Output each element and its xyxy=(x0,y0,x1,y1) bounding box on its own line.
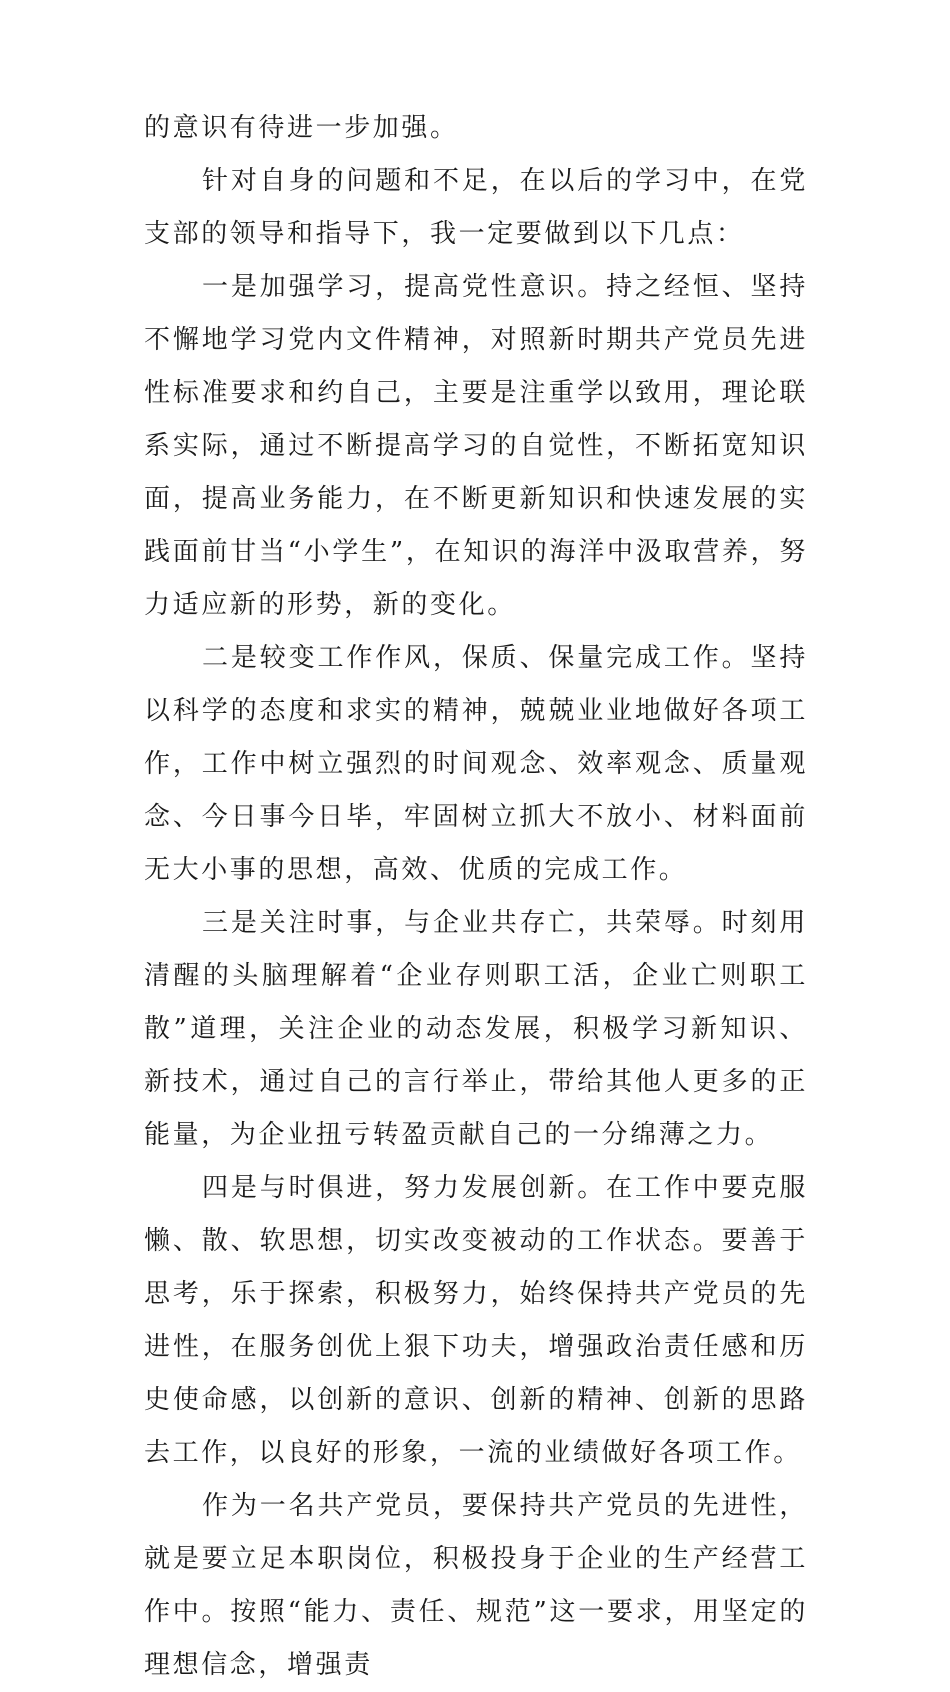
paragraph-7: 作为一名共产党员，要保持共产党员的先进性，就是要立足本职岗位，积极投身于企业的生产经营工作中。按照“能力、责任、规范”这一要求，用坚定的理想信念，增强责 xyxy=(144,1491,808,1680)
paragraph-5: 三是关注时事，与企业共存亡，共荣辱。时刻用清醒的头脑理解着“企业存则职工活，企业亡则职工散”道理，关注企业的动态发展，积极学习新知识、新技术，通过自己的言行举止，带给其他人更多的正能量，为企业扭亏转盈贡献自己的一分绵薄之力。 xyxy=(144,908,808,1150)
paragraph-6: 四是与时俱进，努力发展创新。在工作中要克服懒、散、软思想，切实改变被动的工作状态。要善于思考，乐于探索，积极努力，始终保持共产党员的先进性，在服务创优上狠下功夫，增强政治责任感和历史使命感，以创新的意识、创新的精神、创新的思路去工作，以良好的形象，一流的业绩做好各项工作。 xyxy=(144,1173,808,1468)
paragraph-3: 一是加强学习，提高党性意识。持之经恒、坚持不懈地学习党内文件精神，对照新时期共产党员先进性标准要求和约自己，主要是注重学以致用，理论联系实际，通过不断提高学习的自觉性，不断拓宽知识面，提高业务能力，在不断更新知识和快速发展的实践面前甘当“小学生”，在知识的海洋中汲取营养，努力适应新的形势，新的变化。 xyxy=(144,272,808,620)
paragraph-4: 二是较变工作作风，保质、保量完成工作。坚持以科学的态度和求实的精神，兢兢业业地做好各项工作，工作中树立强烈的时间观念、效率观念、质量观念、今日事今日毕，牢固树立抓大不放小、材料面前无大小事的思想，高效、优质的完成工作。 xyxy=(144,643,808,885)
paragraph-1: 的意识有待进一步加强。 xyxy=(144,113,459,143)
paragraph-2: 针对自身的问题和不足，在以后的学习中，在党支部的领导和指导下，我一定要做到以下几点： xyxy=(144,166,808,249)
document-page xyxy=(144,102,808,1692)
